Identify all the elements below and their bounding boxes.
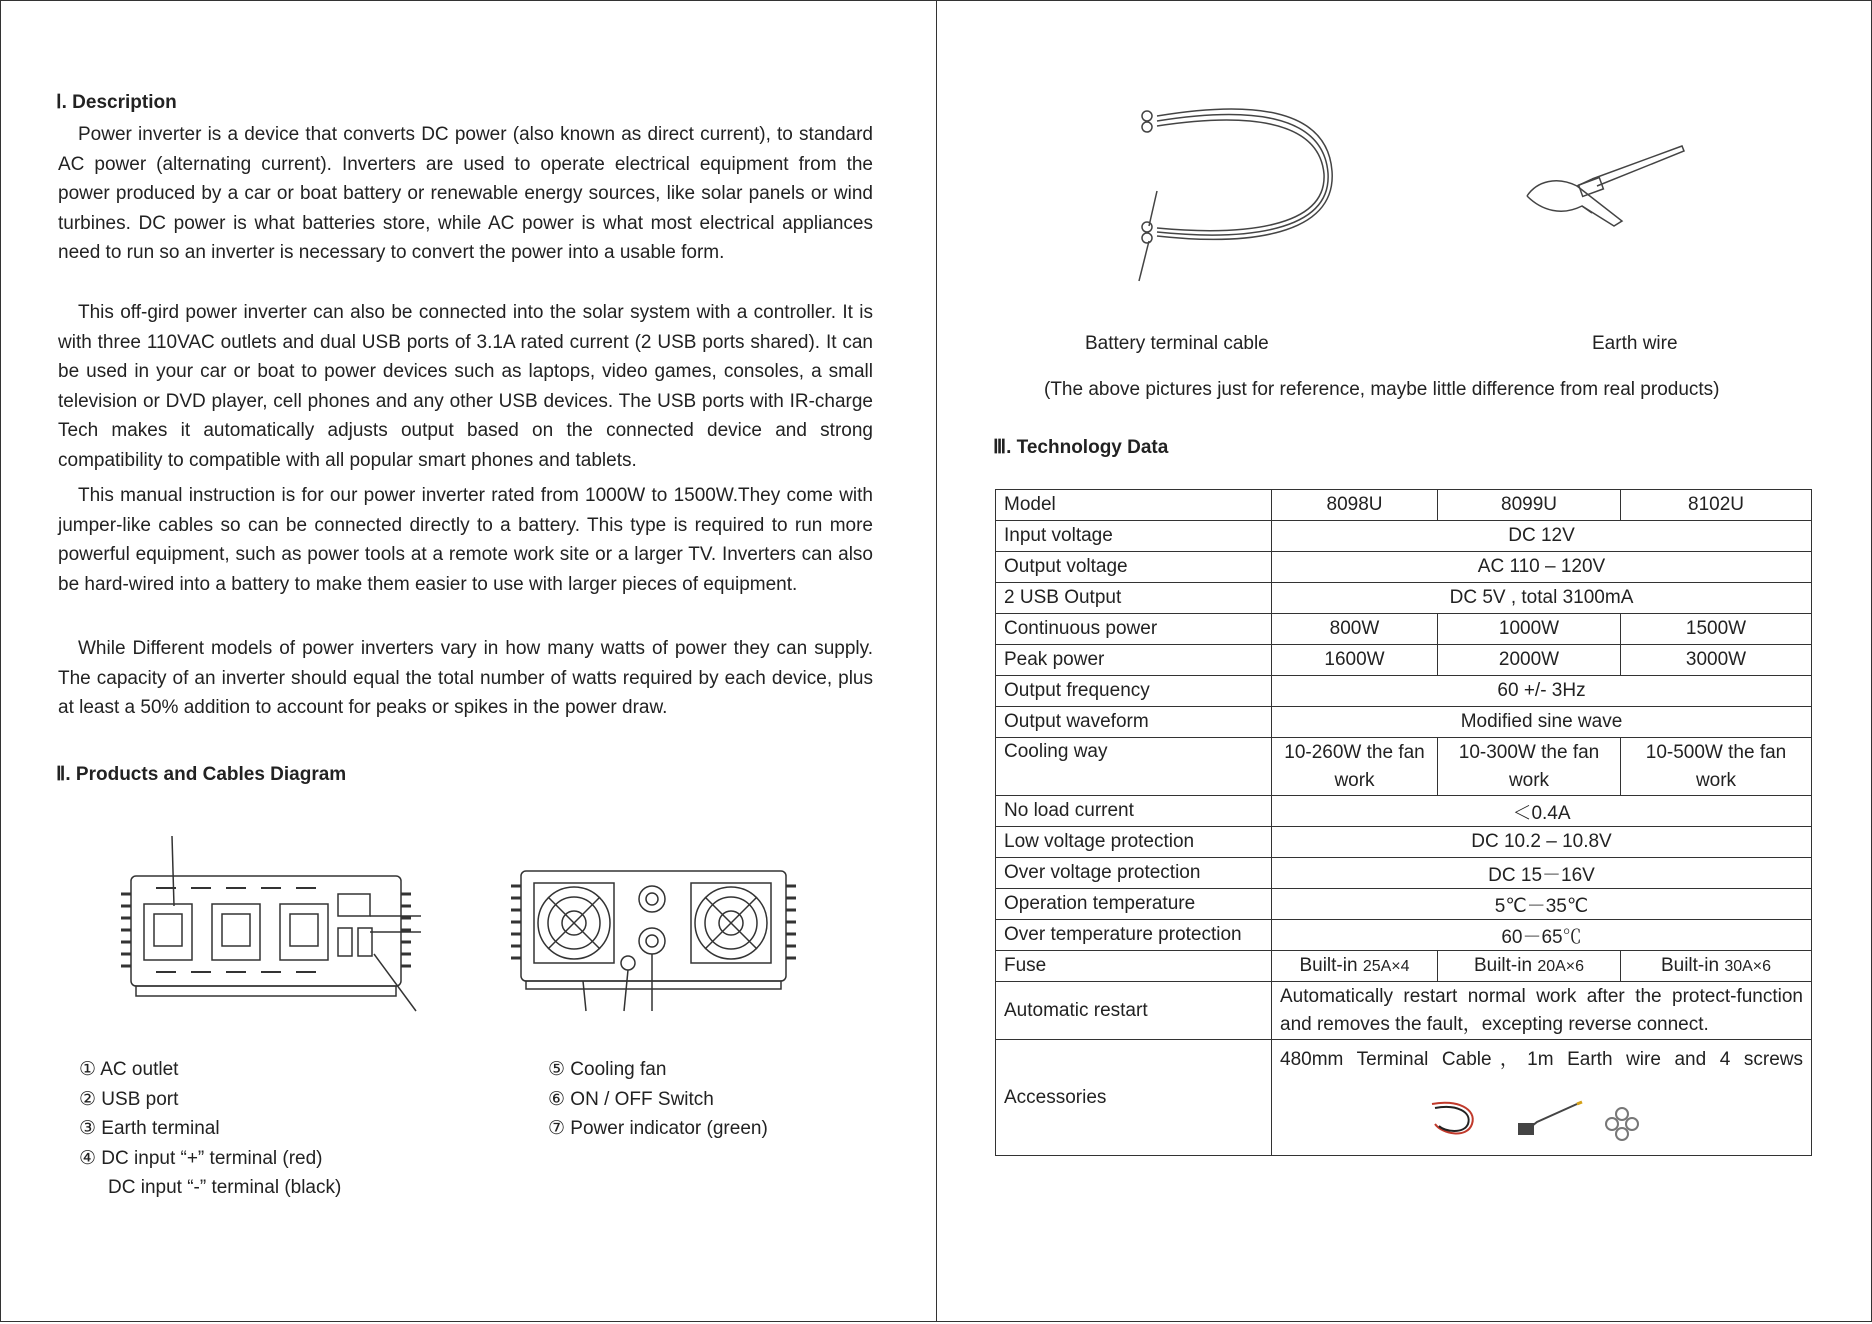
inverter-back-diagram <box>506 861 806 1021</box>
table-row: Over voltage protection DC 15－16V <box>996 858 1812 889</box>
legend-item: ⑦ Power indicator (green) <box>548 1118 768 1140</box>
reference-note: (The above pictures just for reference, maybe little difference from real products) <box>1044 379 1720 400</box>
battery-cable-caption: Battery terminal cable <box>1085 333 1269 354</box>
description-heading: Ⅰ. Description <box>56 92 177 113</box>
description-paragraph-1: Power inverter is a device that converts DC power (also known as direct current), to standard AC power (alternating current). Inverters are used to operate electrical equipment from the power produced by a car or boat battery or renewable energy sources, like solar panels or wind turbines. DC power is what batteries store, while AC power is what most electrical appliances need to run so an inverter is necessary to convert the power into a usable form. <box>58 124 873 264</box>
right-page <box>936 0 1872 1322</box>
table-row: Cooling way 10-260W the fan work 10-300W the fan work 10-500W the fan work <box>996 738 1812 796</box>
table-row: Input voltage DC 12V <box>996 521 1812 552</box>
legend-item: ⑥ ON / OFF Switch <box>548 1088 714 1110</box>
table-row: Low voltage protection DC 10.2 – 10.8V <box>996 827 1812 858</box>
left-page <box>0 0 937 1322</box>
table-row: Operation temperature 5℃－35℃ <box>996 889 1812 920</box>
description-paragraph-2: This off-gird power inverter can also be connected into the solar system with a controller. It is with three 110VAC outlets and dual USB ports of 3.1A rated current (2 USB ports shared). It can be used in your car or boat to power devices such as laptops, video games, consoles, a small television or DVD player, cell phones and any other USB devices. The USB ports with IR-charge Tech makes it automatically adjusts output based on the connected device and strong compatibility to compatible with all popular smart phones and tablets. <box>58 302 873 471</box>
table-row: Accessories 480mm Terminal Cable，1m Earth wire and 4 screws <box>996 1040 1812 1156</box>
legend-item: ② USB port <box>79 1088 179 1110</box>
diagram-legend-right <box>548 1055 768 1144</box>
earth-wire-image <box>1522 141 1732 241</box>
earth-wire-caption: Earth wire <box>1592 333 1678 354</box>
table-row: No load current ＜0.4A <box>996 796 1812 827</box>
diagram-heading: Ⅱ. Products and Cables Diagram <box>56 764 347 785</box>
tech-data-heading: Ⅲ. Technology Data <box>993 437 1169 458</box>
table-row: 2 USB Output DC 5V , total 3100mA <box>996 583 1812 614</box>
table-row: Continuous power 800W 1000W 1500W <box>996 614 1812 645</box>
battery-cable-image <box>1127 96 1377 296</box>
table-row: Peak power 1600W 2000W 3000W <box>996 645 1812 676</box>
description-paragraph-4: While Different models of power inverters vary in how many watts of power they can supply. The capacity of an inverter should equal the total number of watts required by each device, plus at least a 50% addition to account for peaks or spikes in the power draw. <box>58 638 873 719</box>
tech-data-table <box>995 489 1812 1156</box>
inverter-front-diagram <box>116 836 436 1021</box>
legend-item: ⑤ Cooling fan <box>548 1059 667 1080</box>
legend-item: ① AC outlet <box>79 1059 179 1080</box>
description-paragraph-3: This manual instruction is for our power inverter rated from 1000W to 1500W.They come with jumper-like cables so can be connected directly to a battery. This type is required to run more powerful equipment, such as power tools at a remote work site or a larger TV. Inverters can also be hard-wired into a battery to make them easier to use with larger pieces of equipment. <box>58 485 873 595</box>
table-row: Automatic restart Automatically restart normal work after the protect-function and removes the fault，excepting reverse connect. <box>996 982 1812 1040</box>
legend-item: ③ Earth terminal <box>79 1118 220 1140</box>
table-row: Output frequency 60 +/- 3Hz <box>996 676 1812 707</box>
table-row: Output waveform Modified sine wave <box>996 707 1812 738</box>
table-row: Output voltage AC 110 – 120V <box>996 552 1812 583</box>
table-row: Over temperature protection 60－65℃ <box>996 920 1812 951</box>
legend-item: DC input “-” terminal (black) <box>108 1177 342 1199</box>
accessories-image <box>1427 1094 1647 1144</box>
diagram-legend-left <box>79 1055 341 1203</box>
legend-item: ④ DC input “+” terminal (red) <box>79 1147 323 1169</box>
table-row: Model 8098U 8099U 8102U <box>996 490 1812 521</box>
table-row: Fuse Built-in 25A×4 Built-in 20A×6 Built-in 30A×6 <box>996 951 1812 982</box>
